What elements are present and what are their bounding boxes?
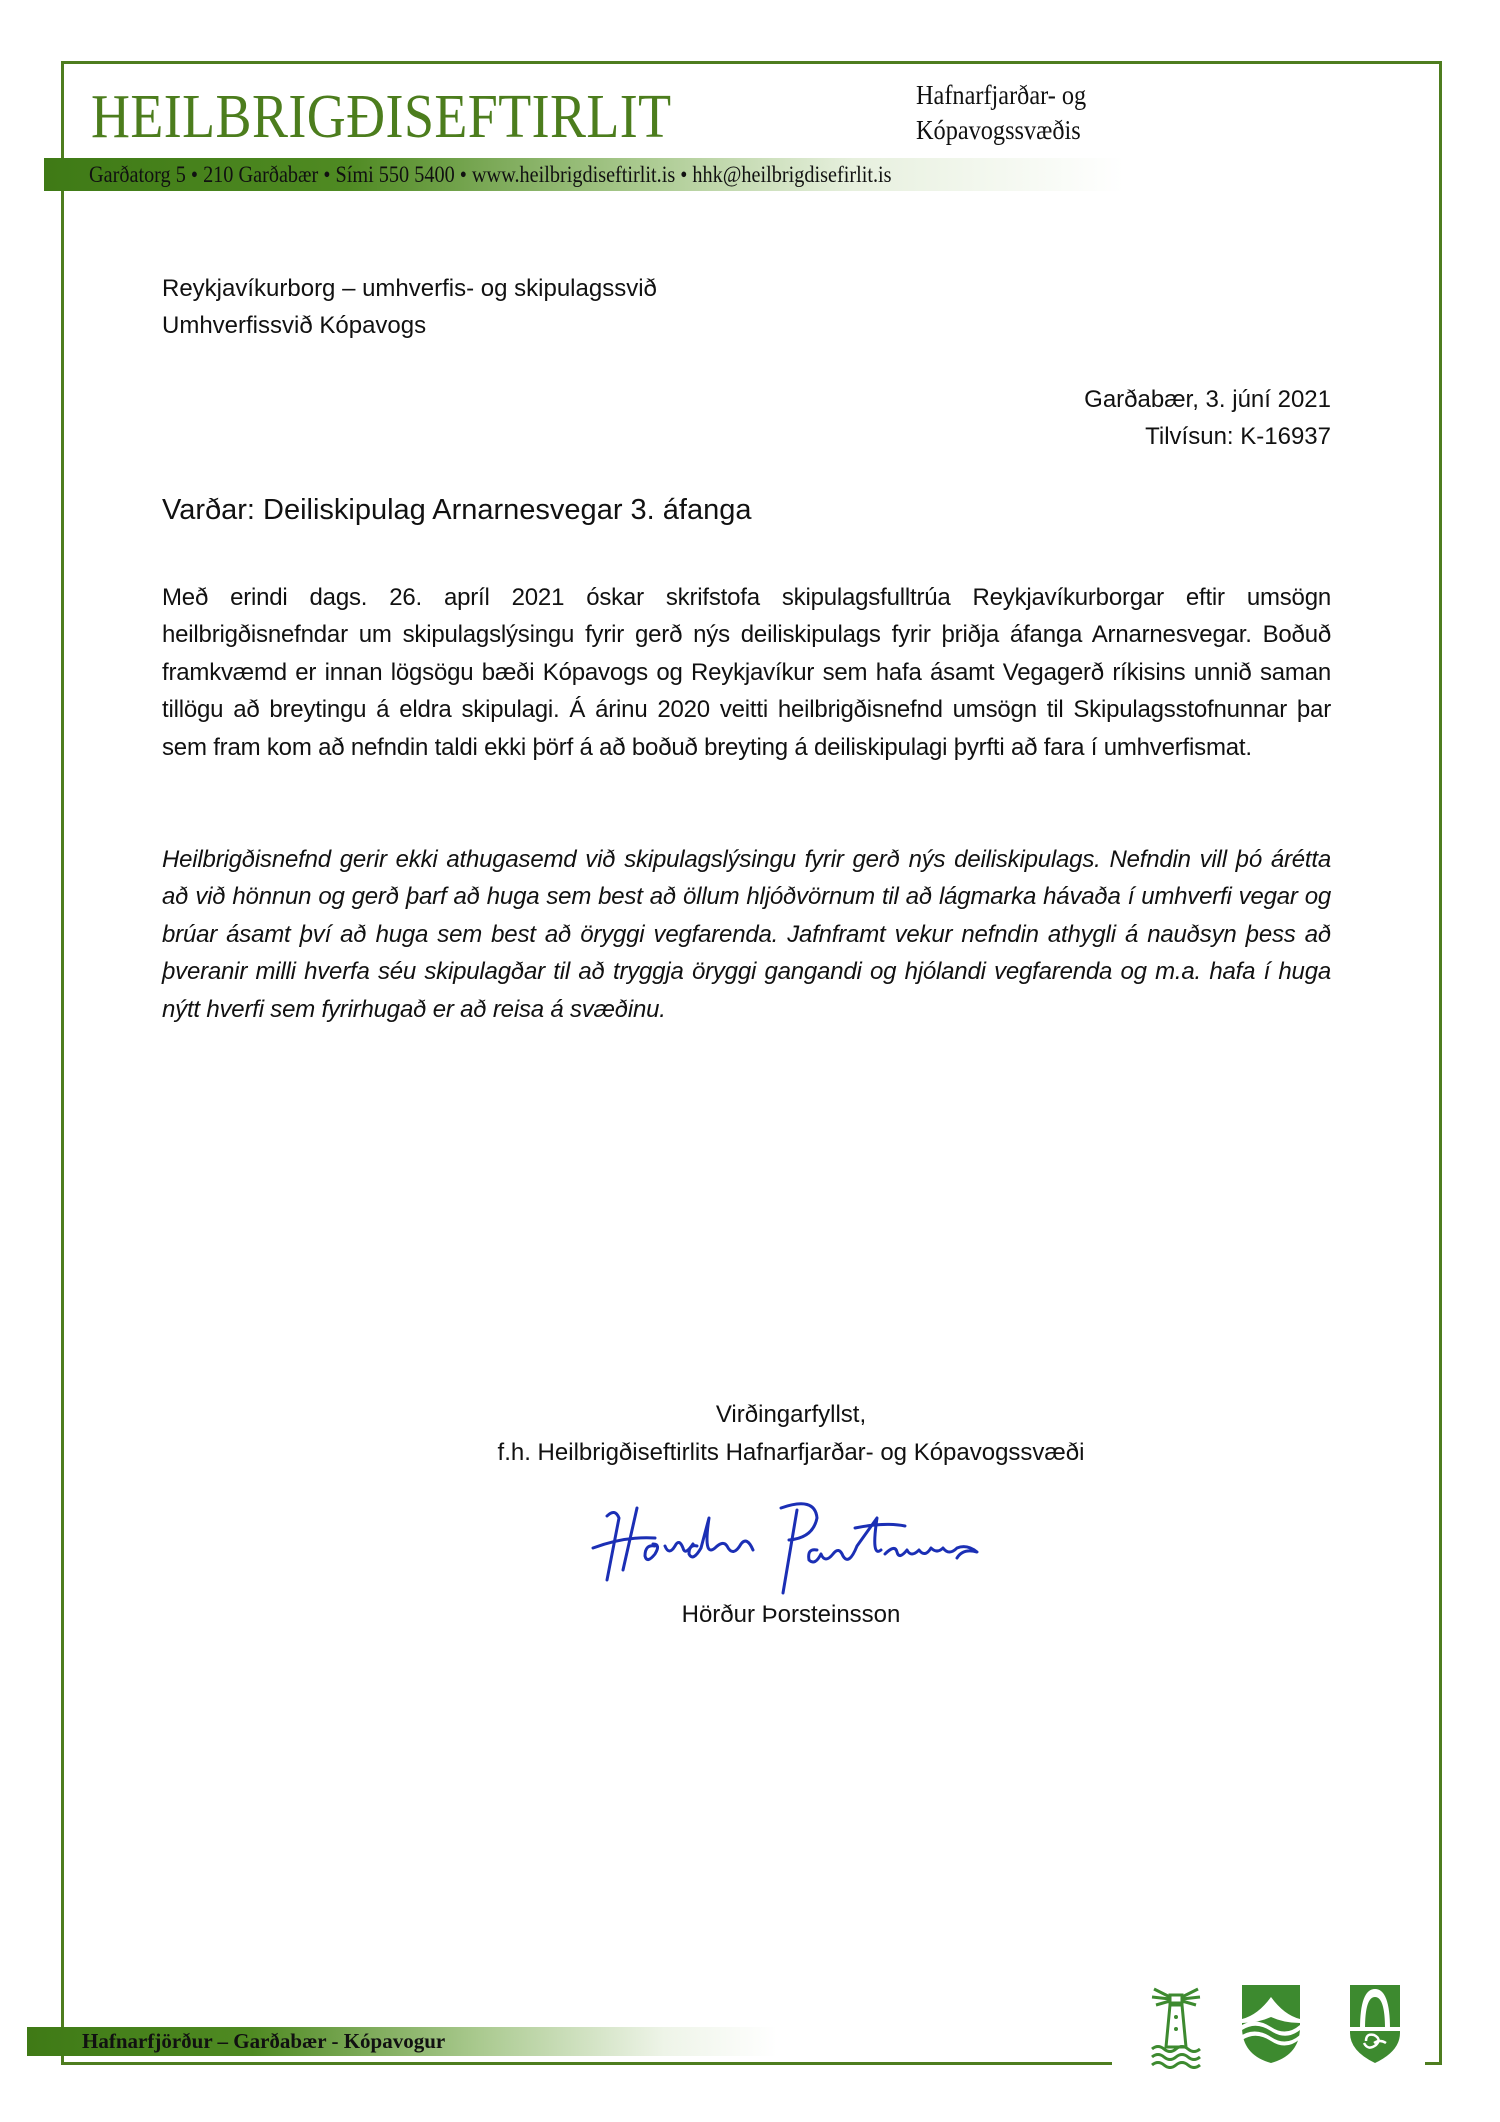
- page-frame-bottom: [61, 2062, 1112, 2065]
- region-line-2: Kópavogssvæðis: [916, 115, 1081, 145]
- on-behalf-line: f.h. Heilbrigðiseftirlits Hafnarfjarðar- og Kópavogssvæði: [497, 1439, 1085, 1466]
- footer-municipalities: Hafnarfjörður – Garðabær - Kópavogur: [82, 2029, 446, 2053]
- handwritten-signature: [585, 1488, 985, 1598]
- letterhead-title: HEILBRIGÐISEFTIRLIT: [91, 83, 672, 151]
- recipient-line-1: Reykjavíkurborg – umhverfis- og skipulagssvið: [162, 275, 657, 302]
- closing-block: [391, 1396, 1191, 1472]
- waves-shield-icon: [1240, 1983, 1302, 2065]
- page-frame-top: [61, 61, 1442, 64]
- region-line-1: Hafnarfjarðar- og: [916, 80, 1087, 110]
- date-block: [1084, 381, 1331, 456]
- reference-number: Tilvísun: K-16937: [1145, 423, 1331, 451]
- letterhead-region: [916, 78, 1086, 148]
- body-paragraph-2: Heilbrigðisnefnd gerir ekki athugasemd við skipulagslýsingu fyrir gerð nýs deiliskipulags. Nefndin vill þó árétta að við hönnun og gerð þarf að huga sem best að öllum hljóðvörnum til að lágmarka hávaða í umhverfi vegar og brúar ásamt því að huga sem best að öryggi vegfarenda. Jafnframt vekur nefndin athygli á nauðsyn þess að þveranir milli hverfa séu skipulagðar til að tryggja öryggi gangandi og hjólandi vegfarenda og m.a. hafa í huga nýtt hverfi sem fyrirhugað er að reisa á svæðinu.: [162, 846, 1331, 1023]
- body-paragraph-1: Með erindi dags. 26. apríl 2021 óskar skrifstofa skipulagsfulltrúa Reykjavíkurborgar eftir umsögn heilbrigðisnefndar um skipulagslýsingu fyrir gerð nýs deiliskipulags fyrir þriðja áfanga Arnarnesvegar. Boðuð framkvæmd er innan lögsögu bæði Kópavogs og Reykjavíkur sem hafa ásamt Vegagerð ríkisins unnið saman tillögu að breytingu á eldra skipulagi. Á árinu 2020 veitti heilbrigðisnefnd umsögn til Skipulagsstofnunnar þar sem fram kom að nefndin taldi ekki þörf á að boðuð breyting á deiliskipulagi þyrfti að fara í umhverfismat.: [162, 584, 1331, 761]
- contact-line: Garðatorg 5 • 210 Garðabær • Sími 550 5400 • www.heilbrigdiseftirlit.is • hhk@heilbrigdisefirlit.is: [89, 162, 892, 187]
- arch-shield-icon: [1348, 1983, 1402, 2065]
- letter-date: Garðabær, 3. júní 2021: [1084, 386, 1331, 413]
- page-frame-bottom-right: [1425, 2062, 1442, 2065]
- salutation: Virðingarfyllst,: [715, 1401, 867, 1428]
- recipient-line-2: Umhverfissvið Kópavogs: [162, 312, 427, 340]
- subject-line: Varðar: Deiliskipulag Arnarnesvegar 3. áfanga: [162, 494, 752, 526]
- signer-name: Hörður Þorsteinsson: [681, 1601, 901, 1628]
- recipient-block: [162, 270, 657, 345]
- lighthouse-crest-icon: [1150, 1983, 1202, 2069]
- page-frame-left: [61, 61, 64, 2065]
- page-frame-right: [1439, 61, 1442, 2065]
